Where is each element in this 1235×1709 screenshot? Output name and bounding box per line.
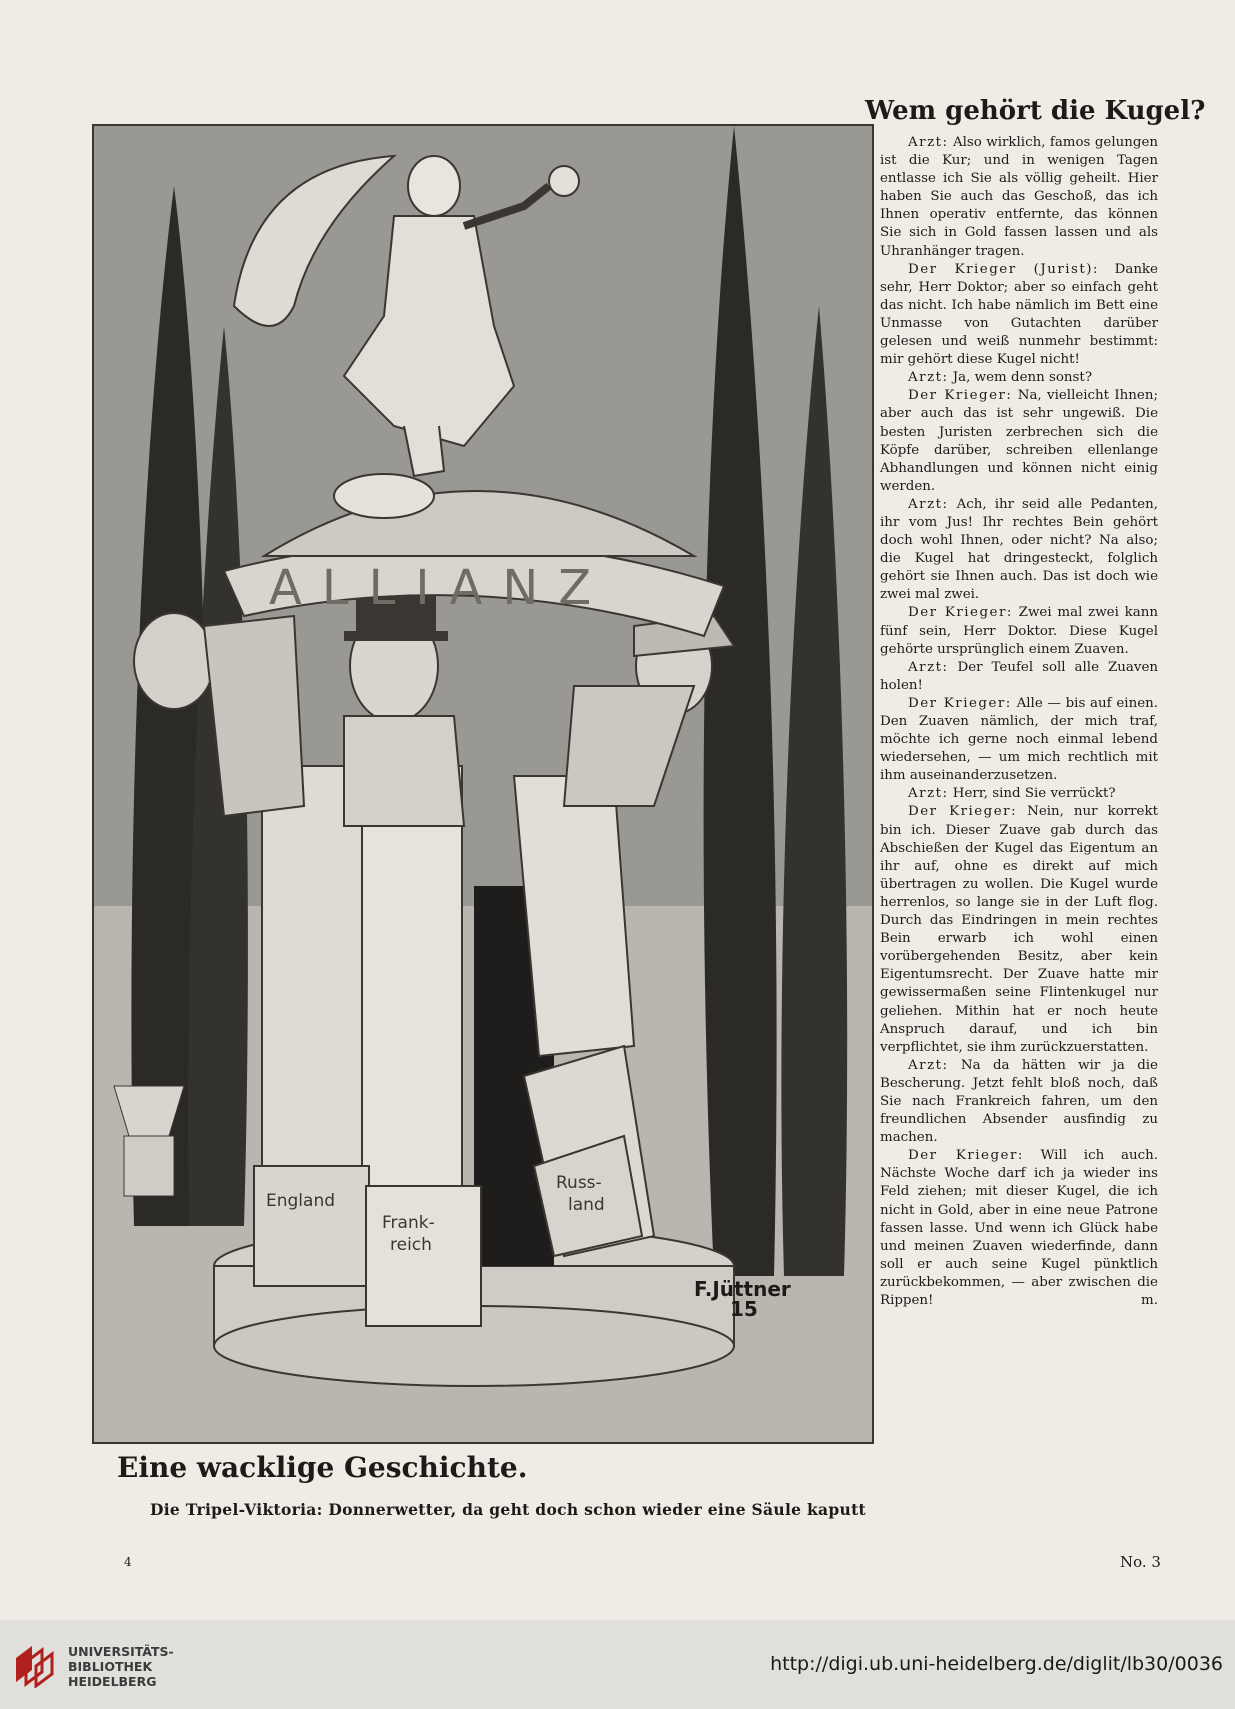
- paragraph-text: Ach, ihr seid alle Pedanten, ihr vom Jus! Ihr rechtes Bein gehört doch wohl Ihnen, oder nicht? Na also; die Kugel hat dringesteckt, folglich gehört sie Ihnen auch. Das ist doch wie zwei mal zwei.: [880, 496, 1158, 603]
- library-footer: [0, 1620, 1235, 1709]
- page-margin-mark: 4: [124, 1555, 132, 1569]
- paragraph-text: Alle — bis auf einen. Den Zuaven nämlich, der mich traf, möchte ich gerne noch einmal lebend wiedersehen, — um mich rechtlich mit ihm auseinanderzusetzen.: [880, 695, 1158, 784]
- page-number: No. 3: [1120, 1553, 1161, 1571]
- article-paragraph: [880, 695, 1158, 785]
- paragraph-text: Herr, sind Sie verrückt?: [952, 786, 1116, 802]
- article-paragraph: [880, 369, 1158, 387]
- column-label-england: England: [266, 1191, 336, 1211]
- speaker: Der Krieger:: [908, 695, 1012, 711]
- article-paragraph: [880, 134, 1158, 261]
- artist-signature: F.Jüttner: [694, 1277, 791, 1301]
- speaker: Der Krieger:: [908, 388, 1013, 404]
- source-url-link[interactable]: http://digi.ub.uni-heidelberg.de/diglit/lb30/0036: [770, 1653, 1223, 1675]
- cartoon-illustration: [92, 124, 874, 1444]
- author-signature: m.: [1141, 1293, 1158, 1308]
- article-paragraph: [880, 803, 1158, 1056]
- speaker: Der Krieger:: [908, 804, 1018, 820]
- article-paragraph: [880, 785, 1158, 803]
- article-text: [880, 134, 1158, 1310]
- column-label-reich: reich: [390, 1235, 432, 1255]
- paragraph-text: Na, vielleicht Ihnen; aber auch das ist sehr ungewiß. Die besten Juristen zerbrechen sich die Köpfe darüber, schreiben ellenlange Abhandlungen und können nicht einig werden.: [880, 388, 1158, 494]
- speaker: Arzt:: [908, 786, 949, 802]
- article-paragraph: [880, 1057, 1158, 1147]
- paragraph-text: Ja, wem denn sonst?: [952, 370, 1092, 386]
- speaker: Arzt:: [908, 370, 949, 386]
- speaker: Arzt:: [908, 659, 949, 675]
- speaker: Der Krieger:: [908, 605, 1013, 621]
- library-logo-text: [68, 1644, 174, 1689]
- library-logo-icon: [12, 1642, 62, 1688]
- paragraph-text: Nein, nur korrekt bin ich. Dieser Zuave gab durch das Abschießen der Kugel das Eigentum an ihr auf, ohne es direkt auf mich übertragen zu wollen. Die Kugel wurde herrenlos, so lange sie in der Luft flog. Durch das Eindringen in mein rechtes Bein erwarb ich wohl einen vorübergehenden Besitz, aber kein Eigentumsrecht. Der Zuave hatte mir gewissermaßen seine Flintenkugel nur geliehen. Mithin hat er noch heute Anspruch darauf, und ich bin verpflichtet, sie ihm zurückzuerstatten.: [880, 804, 1158, 1055]
- column-label-land: land: [568, 1195, 605, 1215]
- logo-line: HEIDELBERG: [68, 1674, 157, 1689]
- caption-subtitle: Die Tripel-Viktoria: Donnerwetter, da geht doch schon wieder eine Säule kaputt: [150, 1500, 867, 1519]
- article-paragraph: [880, 659, 1158, 695]
- artist-signature-year: 15: [730, 1297, 758, 1321]
- logo-line: UNIVERSITÄTS-: [68, 1644, 174, 1659]
- paragraph-text: Der Teufel soll alle Zuaven holen!: [880, 659, 1158, 693]
- logo-line: BIBLIOTHEK: [68, 1659, 153, 1674]
- paragraph-text: Na da hätten wir ja die Bescherung. Jetzt fehlt bloß noch, daß Sie nach Frankreich fahren, um den freundlichen Absender ausfindig zu machen.: [880, 1057, 1158, 1146]
- paragraph-text: Will ich auch. Nächste Woche darf ich ja wieder ins Feld ziehen; mit dieser Kugel, die ich nicht in Gold, aber in eine neue Patrone fassen lasse. Und wenn ich Glück habe und meinen Zuaven wiederfinde, dann soll er auch seine Kugel pünktlich zurückbekommen, — aber zwischen die Rippen!: [880, 1148, 1158, 1308]
- cartoon-drawing: [94, 126, 872, 1442]
- article-paragraph: [880, 1147, 1158, 1310]
- paragraph-text: Also wirklich, famos gelungen ist die Kur; und in wenigen Tagen entlasse ich Sie als völlig geheilt. Hier haben Sie auch das Geschoß, das ich Ihnen operativ entfernte, das können Sie sich in Gold fassen lassen und als Uhranhänger tragen.: [880, 135, 1158, 259]
- article-paragraph: [880, 261, 1158, 370]
- article-paragraph: [880, 496, 1158, 605]
- speaker: Arzt:: [908, 1057, 949, 1073]
- speaker: Der Krieger (Jurist):: [908, 261, 1100, 277]
- column-label-russ: Russ-: [556, 1173, 602, 1193]
- column-label-frank: Frank-: [382, 1213, 435, 1233]
- speaker: Arzt:: [908, 496, 949, 512]
- article-paragraph: [880, 387, 1158, 496]
- caption-title: Eine wacklige Geschichte.: [117, 1451, 528, 1484]
- allianz-inscription: ALLIANZ: [269, 560, 612, 616]
- article-paragraph: [880, 604, 1158, 658]
- paragraph-text: Danke sehr, Herr Doktor; aber so einfach geht das nicht. Ich habe nämlich im Bett eine Unmasse von Gutachten darüber gelesen und weiß nunmehr bestimmt: mir gehört diese Kugel nicht!: [880, 261, 1158, 368]
- article-title: Wem gehört die Kugel?: [865, 96, 1206, 126]
- paragraph-text: Zwei mal zwei kann fünf sein, Herr Doktor. Diese Kugel gehörte ursprünglich einem Zuaven.: [880, 605, 1158, 657]
- speaker: Der Krieger:: [908, 1148, 1024, 1164]
- speaker: Arzt:: [908, 135, 949, 150]
